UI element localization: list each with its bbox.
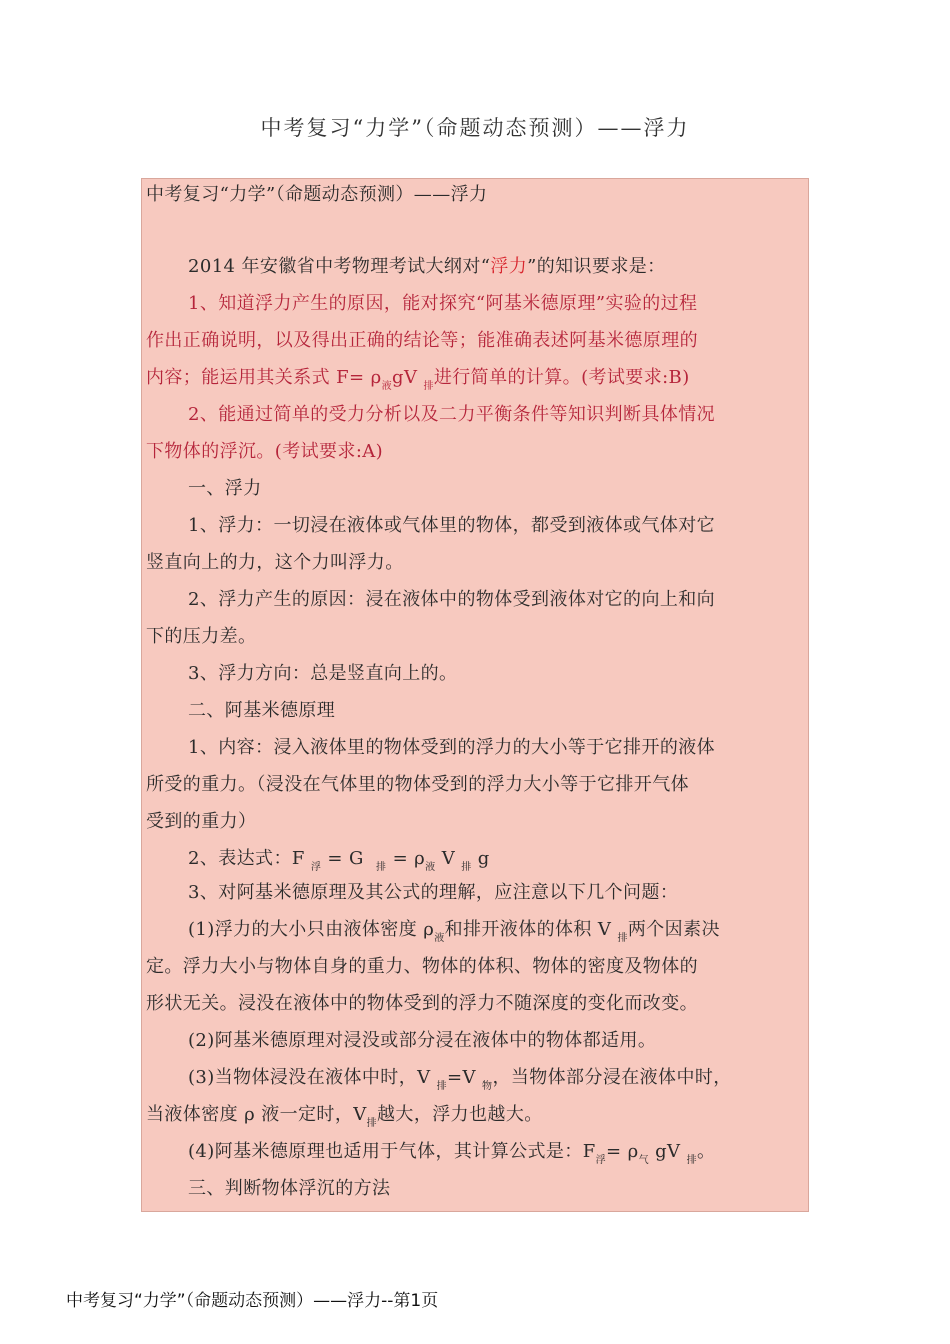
section2-heading: 二、阿基米德原理	[188, 700, 336, 721]
f-m2: = ρ	[386, 848, 426, 869]
i3b-b: 越大，浮力也越大。	[377, 1104, 543, 1125]
req1-line1: 1、知道浮力产生的原因，能对探究“阿基米德原理”实验的过程	[188, 293, 698, 314]
f-m1: = G	[321, 848, 370, 869]
item2-line: (2)阿基米德原理对浸没或部分浸在液体中的物体都适用。	[188, 1030, 657, 1051]
req1-l3a: 内容；能运用其关系式 F= ρ	[146, 367, 382, 388]
section1-heading: 一、浮力	[188, 478, 262, 499]
i3b-a: 当液体密度 ρ 液一定时，V	[146, 1104, 367, 1125]
item1-line1	[188, 918, 720, 942]
document-title: 中考复习“力学”（命题动态预测）——浮力	[260, 116, 690, 140]
i3-sub1: 排	[436, 1081, 448, 1092]
req1-line3	[146, 366, 690, 390]
intro-post: ”的知识要求是：	[527, 256, 666, 277]
sec1-p2a: 2、浮力产生的原因：浸在液体中的物体受到液体对它的向上和向	[188, 589, 716, 610]
i1-b: 和排开液体的体积 V	[444, 919, 612, 940]
req1-sub-liquid: 液	[381, 381, 393, 392]
i1-a: (1)浮力的大小只由液体密度 ρ	[188, 919, 435, 940]
intro-pre: 2014 年安徽省中考物理考试大纲对“	[188, 256, 491, 277]
i3-b: =V	[447, 1067, 476, 1088]
i4-a: (4)阿基米德原理也适用于气体，其计算公式是：F	[188, 1141, 596, 1162]
sec2-p3: 3、对阿基米德原理及其公式的理解，应注意以下几个问题：	[188, 882, 679, 903]
i3-c: ，当物体部分浸在液体中时，	[492, 1067, 732, 1088]
f-sub3: 液	[425, 862, 436, 873]
req1-l3b: gV	[392, 367, 418, 388]
sec2-p1a: 1、内容：浸入液体里的物体受到的浮力的大小等于它排开的液体	[188, 737, 716, 758]
sec1-p2b: 下的压力差。	[146, 626, 257, 647]
item1-line2: 定。浮力大小与物体自身的重力、物体的体积、物体的密度及物体的	[146, 956, 698, 977]
f-m3: V	[435, 848, 456, 869]
req2-line2: 下物体的浮沉。(考试要求:A)	[146, 441, 384, 462]
i3-sub2: 物	[482, 1081, 493, 1092]
box-title: 中考复习“力学”（命题动态预测）——浮力	[146, 184, 488, 205]
item3-line2	[146, 1103, 543, 1127]
req1-sub-displaced: 排	[423, 381, 434, 392]
sec2-p1c: 受到的重力）	[146, 811, 257, 832]
i1-sub2: 排	[617, 933, 628, 944]
formula-line	[188, 847, 490, 871]
i4-c: gV	[649, 1141, 681, 1162]
item4-line	[188, 1140, 715, 1164]
content-box	[141, 178, 809, 1212]
item1-line3: 形状无关。浸没在液体中的物体受到的浮力不随深度的变化而改变。	[146, 993, 698, 1014]
intro-line	[188, 255, 666, 279]
req1-line2: 作出正确说明，以及得出正确的结论等；能准确表述阿基米德原理的	[146, 330, 698, 351]
req2-line1: 2、能通过简单的受力分析以及二力平衡条件等知识判断具体情况	[188, 404, 716, 425]
page-footer: 中考复习“力学”（命题动态预测）——浮力--第1页	[66, 1291, 439, 1311]
i4-d: 。	[696, 1141, 716, 1162]
i3b-sub1: 排	[366, 1118, 378, 1129]
req1-l3c: 进行简单的计算。(考试要求:B)	[433, 367, 690, 388]
i1-c: 两个因素决	[627, 919, 720, 940]
sec2-p1b: 所受的重力。（浸没在气体里的物体受到的浮力大小等于它排开气体	[146, 774, 689, 795]
i4-sub2: 气	[638, 1155, 649, 1166]
i4-sub3: 排	[686, 1155, 697, 1166]
i3-a: (3)当物体浸没在液体中时，V	[188, 1067, 431, 1088]
item3-line1	[188, 1066, 732, 1090]
sec1-p1b: 竖直向上的力，这个力叫浮力。	[146, 552, 404, 573]
intro-highlight: 浮力	[490, 256, 528, 277]
f-pre: 2、表达式：F	[188, 848, 305, 869]
f-sub1: 浮	[310, 862, 322, 873]
f-sub4: 排	[461, 862, 472, 873]
i4-sub1: 浮	[595, 1155, 606, 1166]
f-sub2: 排	[376, 862, 387, 873]
i1-sub1: 液	[434, 933, 445, 944]
section3-heading: 三、判断物体浮沉的方法	[188, 1178, 391, 1199]
sec1-p3: 3、浮力方向：总是竖直向上的。	[188, 663, 458, 684]
i4-b: = ρ	[606, 1141, 639, 1162]
f-m4: g	[471, 848, 490, 869]
sec1-p1a: 1、浮力：一切浸在液体或气体里的物体，都受到液体或气体对它	[188, 515, 716, 536]
